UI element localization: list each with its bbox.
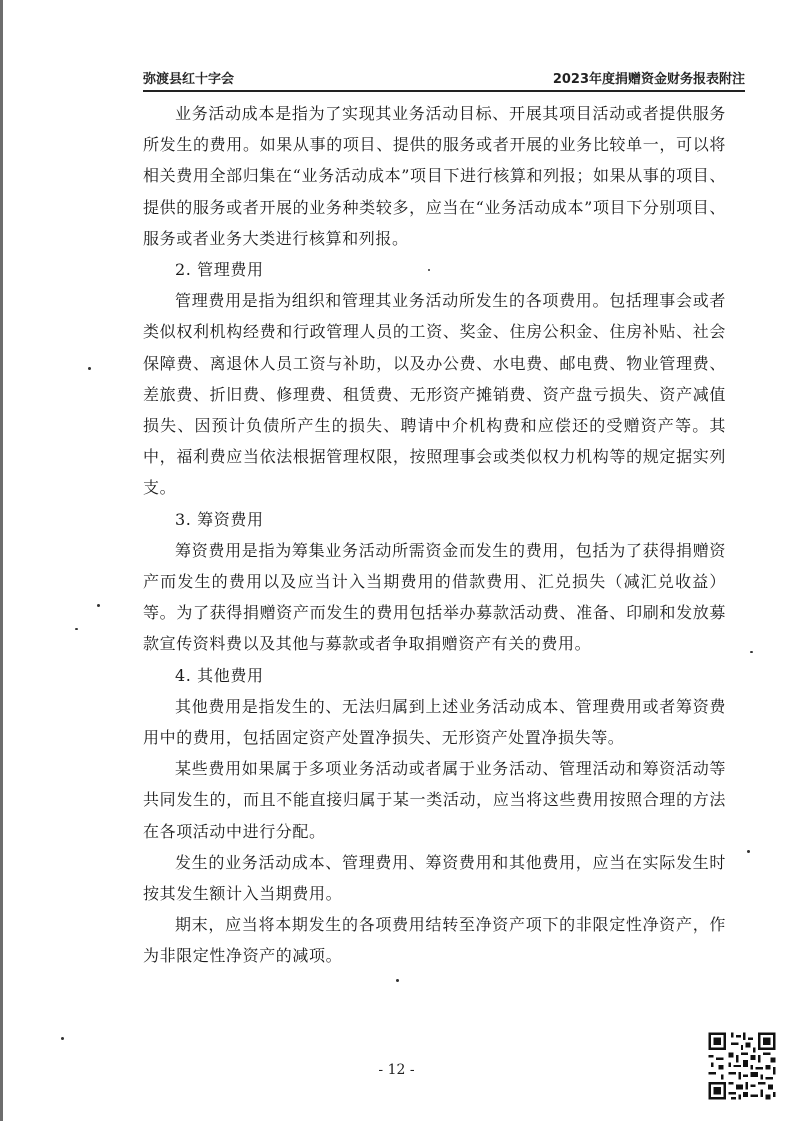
qr-code-icon xyxy=(706,1030,778,1102)
scan-speck xyxy=(75,628,78,630)
scan-speck xyxy=(61,1037,64,1040)
page-edge xyxy=(0,0,3,1121)
paragraph-other-expenses: 其他费用是指发生的、无法归属到上述业务活动成本、管理费用或者筹资费用中的费用，包括固定资产处置净损失、无形资产处置净损失等。 xyxy=(143,696,726,748)
header-document-title: 2023年度捐赠资金财务报表附注 xyxy=(552,72,745,87)
heading-fundraising-expenses: 3. 筹资费用 xyxy=(175,509,264,529)
paragraph-fundraising-expenses: 筹资费用是指为筹集业务活动所需资金而发生的费用，包括为了获得捐赠资产而发生的费用以及应当计入当期费用的借款费用、汇兑损失（减汇兑收益）等。为了获得捐赠资产而发生的费用包括举办募款活动费、准备、印刷和发放募款宣传资料费以及其他与募款或者争取捐赠资产有关的费用。 xyxy=(143,540,726,654)
heading-other-expenses: 4. 其他费用 xyxy=(175,665,264,685)
scan-speck xyxy=(750,651,753,653)
paragraph-business-cost: 业务活动成本是指为了实现其业务活动目标、开展其项目活动或者提供服务所发生的费用。如果从事的项目、提供的服务或者开展的业务比较单一，可以将相关费用全部归集在“业务活动成本”项目下进行核算和列报；如果从事的项目、提供的服务或者开展的业务种类较多，应当在“业务活动成本”项目下分别项目、服务或者业务大类进行核算和列报。 xyxy=(143,104,726,248)
document-body xyxy=(143,98,726,972)
heading-management-expenses: 2. 管理费用 xyxy=(175,260,264,280)
scan-speck xyxy=(396,979,399,982)
scan-speck xyxy=(428,269,430,271)
paragraph-period-end: 期末，应当将本期发生的各项费用结转至净资产项下的非限定性净资产，作为非限定性净资产的减项。 xyxy=(143,915,726,966)
header-organization: 弥渡县红十字会 xyxy=(143,72,235,87)
page-header xyxy=(143,64,745,92)
paragraph-expense-recognition: 发生的业务活动成本、管理费用、筹资费用和其他费用，应当在实际发生时按其发生额计入当期费用。 xyxy=(143,852,726,904)
scan-speck xyxy=(97,604,100,607)
page-number: - 12 - xyxy=(378,1062,415,1078)
scan-speck xyxy=(747,850,750,853)
paragraph-management-expenses: 管理费用是指为组织和管理其业务活动所发生的各项费用。包括理事会或者类似权利机构经费和行政管理人员的工资、奖金、住房公积金、住房补贴、社会保障费、离退休人员工资与补助，以及办公费、水电费、邮电费、物业管理费、差旅费、折旧费、修理费、租赁费、无形资产摊销费、资产盘亏损失、资产减值损失、因预计负债所产生的损失、聘请中介机构费和应偿还的受赠资产等。其中，福利费应当依法根据管理权限，按照理事会或类似权力机构等的规定据实列支。 xyxy=(143,291,726,498)
scan-speck xyxy=(88,367,91,370)
paragraph-expense-allocation: 某些费用如果属于多项业务活动或者属于业务活动、管理活动和筹资活动等共同发生的，而且不能直接归属于某一类活动，应当将这些费用按照合理的方法在各项活动中进行分配。 xyxy=(143,759,726,841)
